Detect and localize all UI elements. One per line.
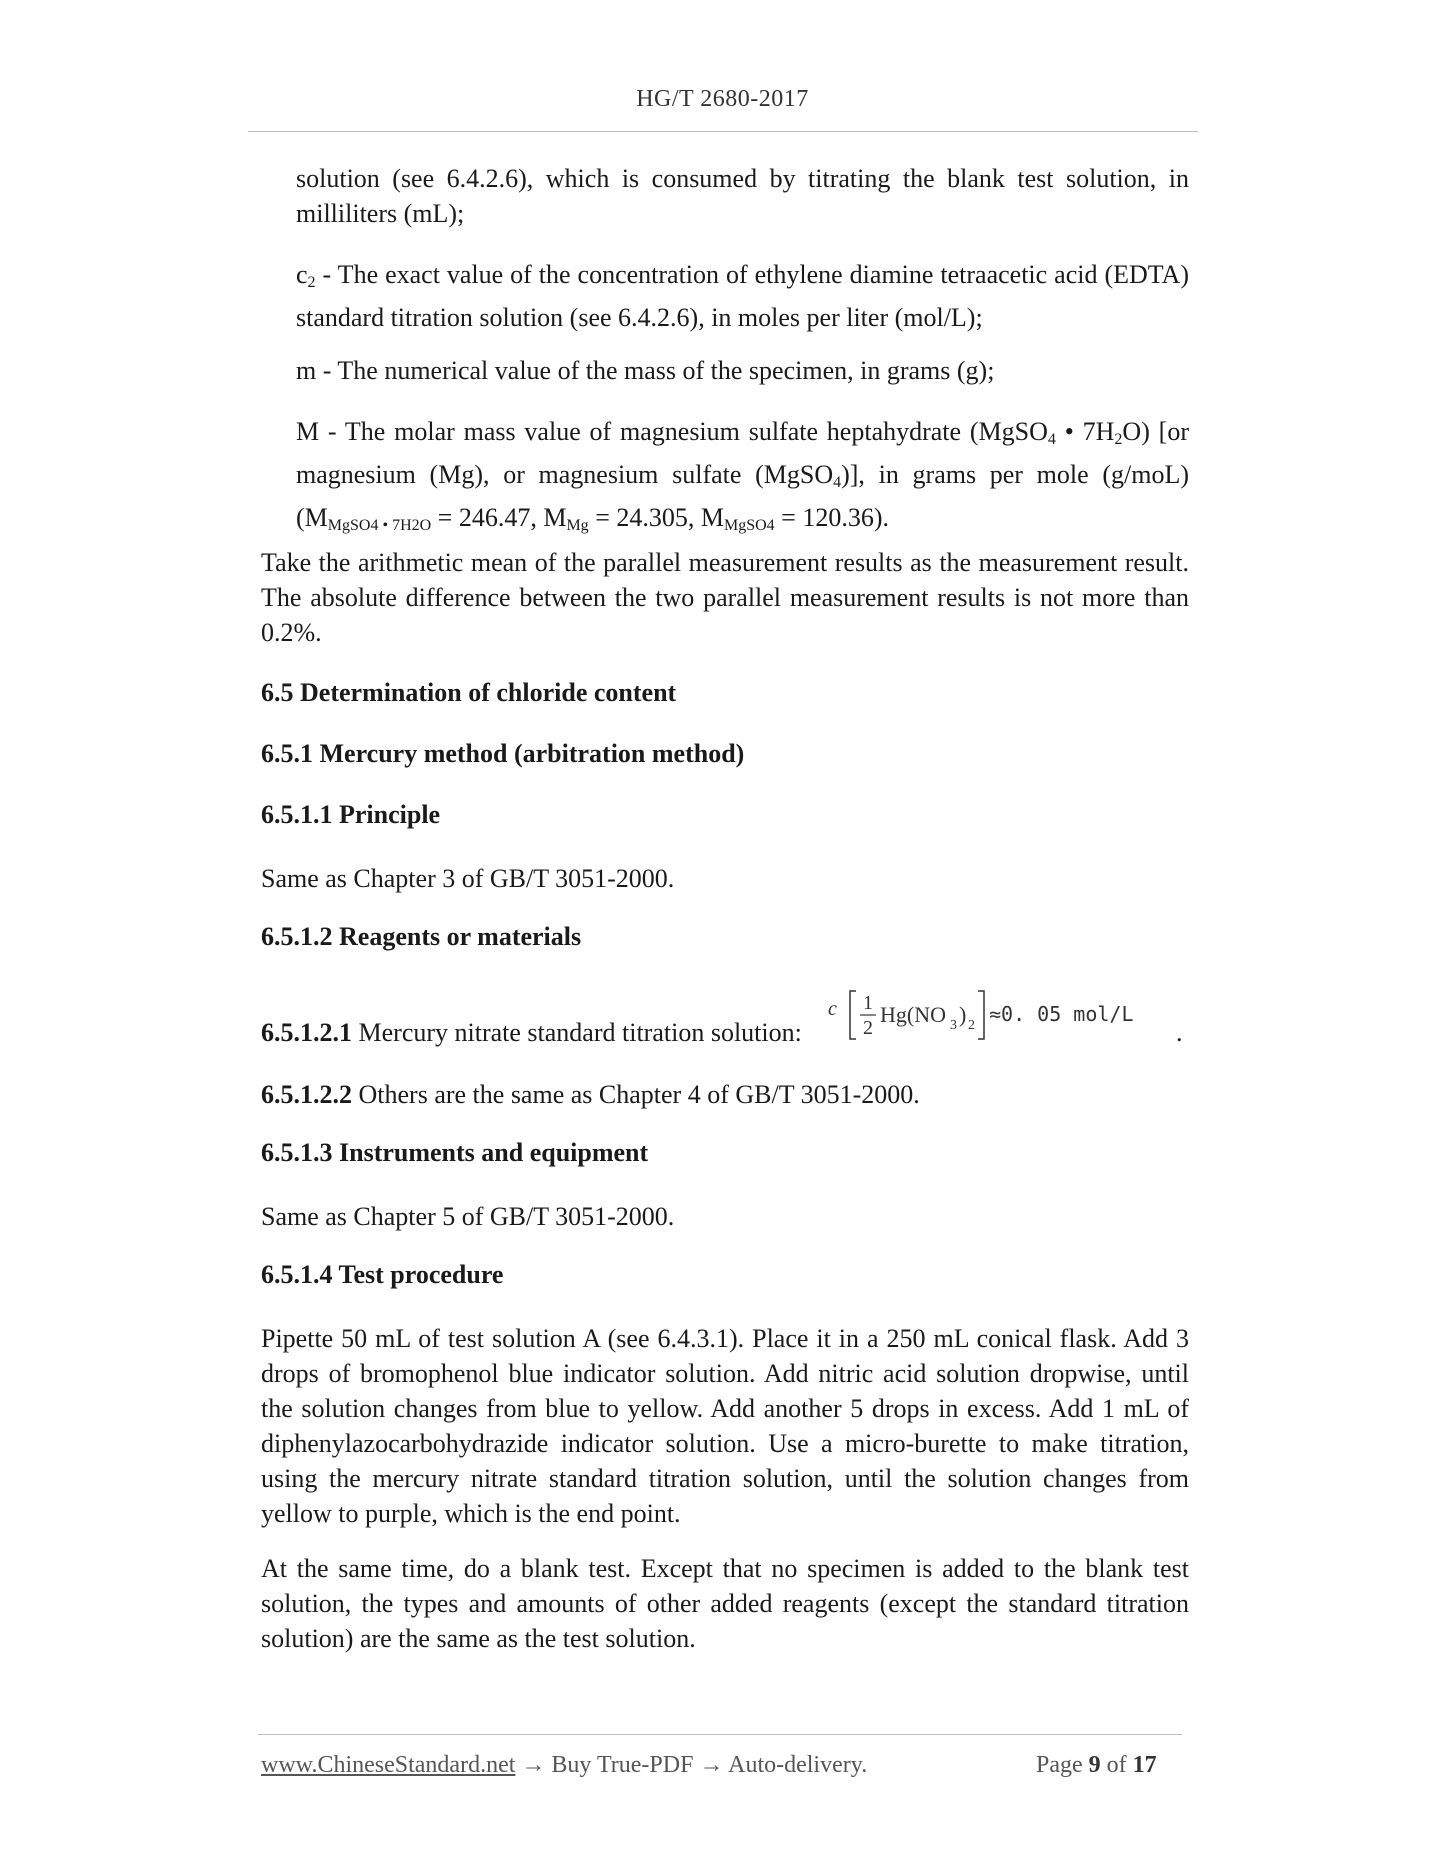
molar-sub-a: 4: [1047, 431, 1056, 448]
heading-6-5-1-2: 6.5.1.2 Reagents or materials: [261, 922, 582, 951]
molar-text-f: = 24.305, M: [588, 503, 724, 532]
heading-6-5-1-1: 6.5.1.1 Principle: [261, 800, 441, 829]
reagent-2-number: 6.5.1.2.2: [261, 1080, 352, 1109]
heading-6-5-1: 6.5.1 Mercury method (arbitration method): [261, 739, 745, 768]
formula-numerator: 1: [863, 992, 873, 1014]
total-pages: 17: [1132, 1752, 1157, 1778]
formula-c: c: [828, 998, 837, 1020]
footer-promo: [261, 1752, 867, 1779]
paragraph-M-definition: [296, 414, 1189, 543]
paragraph-instruments: Same as Chapter 5 of GB/T 3051-2000.: [261, 1202, 675, 1231]
footer-divider: [258, 1734, 1182, 1735]
formula-sub-2: 2: [968, 1018, 975, 1033]
page-label: Page: [1036, 1752, 1089, 1778]
formula-compound: Hg(NO: [880, 1002, 946, 1027]
molar-text-c: O) [or magnesium (Mg), or magnesium sulfate (MgSO: [296, 417, 1189, 489]
molar-text-d: )], in grams per mole (g/moL) (M: [296, 460, 1189, 532]
paragraph-blank-test: At the same time, do a blank test. Except that no specimen is added to the blank test solution, the types and amounts of other added reagents (except the standard titration solution) are the same as the test solution.: [261, 1554, 1189, 1653]
reagent-1-end-period: .: [1176, 1018, 1183, 1047]
paragraph-reagent-1: [261, 1015, 841, 1050]
reagent-1-number: 6.5.1.2.1: [261, 1018, 352, 1047]
molar-sub-b: 2: [1114, 431, 1123, 448]
molar-sub-d: MgSO4 • 7H2O: [327, 517, 432, 534]
paragraph-m-definition: m - The numerical value of the mass of the specimen, in grams (g);: [296, 356, 995, 385]
var-c: c: [296, 260, 308, 289]
heading-6-5-1-4: 6.5.1.4 Test procedure: [261, 1260, 504, 1289]
formula-denominator: 2: [863, 1017, 873, 1039]
of-label: of: [1100, 1752, 1133, 1778]
molar-text-b: • 7H: [1055, 417, 1115, 446]
header-divider: [248, 131, 1198, 132]
current-page-number: 9: [1088, 1752, 1101, 1778]
paragraph-c2-definition: [296, 257, 1189, 335]
paragraph-test-procedure: Pipette 50 mL of test solution A (see 6.4.3.1). Place it in a 250 mL conical flask. Add 3 drops of bromophenol blue indicator solution. Add nitric acid solution dropwise, until the solution changes from blue to yellow. Add another 5 drops in excess. Add 1 mL of diphenylazocarbohydrazide indicator solution. Use a micro-burette to make titration, using the mercury nitrate standard titration solution, until the solution changes from yellow to purple, which is the end point.: [261, 1324, 1189, 1528]
molar-text-a: M - The molar mass value of magnesium sulfate heptahydrate (MgSO: [296, 417, 1048, 446]
reagent-2-text: Others are the same as Chapter 4 of GB/T 3051-2000.: [352, 1080, 920, 1109]
page-number-indicator: [1036, 1752, 1157, 1779]
paragraph-arithmetic-mean: Take the arithmetic mean of the parallel measurement results as the measurement result. The absolute difference between the two parallel measurement results is not more than 0.2%.: [261, 548, 1189, 647]
molar-sub-c: 4: [833, 474, 842, 491]
paragraph-reagent-2: [261, 1077, 1189, 1112]
footer-website-link[interactable]: www.ChineseStandard.net: [261, 1752, 516, 1778]
footer-promo-text: → Buy True-PDF → Auto-delivery.: [515, 1752, 868, 1778]
c2-definition-text: - The exact value of the concentration of ethylene diamine tetraacetic acid (EDTA) standard titration solution (see 6.4.2.6), in moles per liter (mol/L);: [296, 260, 1189, 332]
formula-approx-value: ≈0. 05 mol/L: [989, 1002, 1134, 1026]
molar-sub-f: MgSO4: [723, 517, 775, 534]
mercury-nitrate-concentration-formula: [826, 985, 1196, 1047]
molar-text-g: = 120.36).: [774, 503, 889, 532]
paragraph-blank-volume-continued: solution (see 6.4.2.6), which is consumed by titrating the blank test solution, in milliliters (mL);: [296, 164, 1189, 228]
heading-6-5-1-3: 6.5.1.3 Instruments and equipment: [261, 1138, 649, 1167]
page-header-title: HG/T 2680-2017: [636, 86, 809, 112]
formula-close-paren: ): [959, 1002, 967, 1027]
formula-left-bracket: [850, 991, 856, 1039]
heading-6-5: 6.5 Determination of chloride content: [261, 678, 677, 707]
formula-sub-3: 3: [950, 1018, 957, 1033]
reagent-1-text: Mercury nitrate standard titration solution:: [352, 1018, 802, 1047]
molar-text-e: = 246.47, M: [431, 503, 567, 532]
molar-sub-e: Mg: [566, 517, 589, 534]
paragraph-principle: Same as Chapter 3 of GB/T 3051-2000.: [261, 864, 675, 893]
var-c-subscript: 2: [307, 274, 316, 291]
formula-right-bracket: [978, 991, 984, 1039]
